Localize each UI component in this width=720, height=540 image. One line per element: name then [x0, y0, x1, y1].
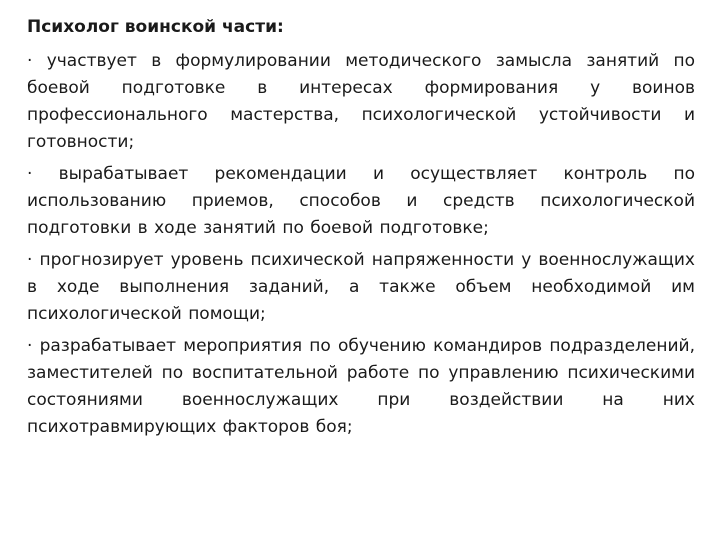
list-item-4: · разрабатывает мероприятия по обучению командиров подразделений, заместителей по воспитательной работе по управлению психическими состояниями военнослужащих при воздействии на них психотравмирующих факторов боя;	[27, 336, 695, 437]
list-item-3: · прогнозирует уровень психической напряженности у военнослужащих в ходе выполнения заданий, а также объем необходимой им психологической помощи;	[27, 250, 695, 324]
list-item-1: · участвует в формулировании методического замысла занятий по боевой подготовке в интересах формирования у воинов профессионального мастерства, психологической устойчивости и готовности;	[27, 51, 695, 152]
slide-content	[27, 14, 695, 446]
list-item-2: · вырабатывает рекомендации и осуществляет контроль по использованию приемов, способов и средств психологической подготовки в ходе занятий по боевой подготовке;	[27, 164, 695, 238]
page-title: Психолог воинской части:	[27, 17, 284, 37]
